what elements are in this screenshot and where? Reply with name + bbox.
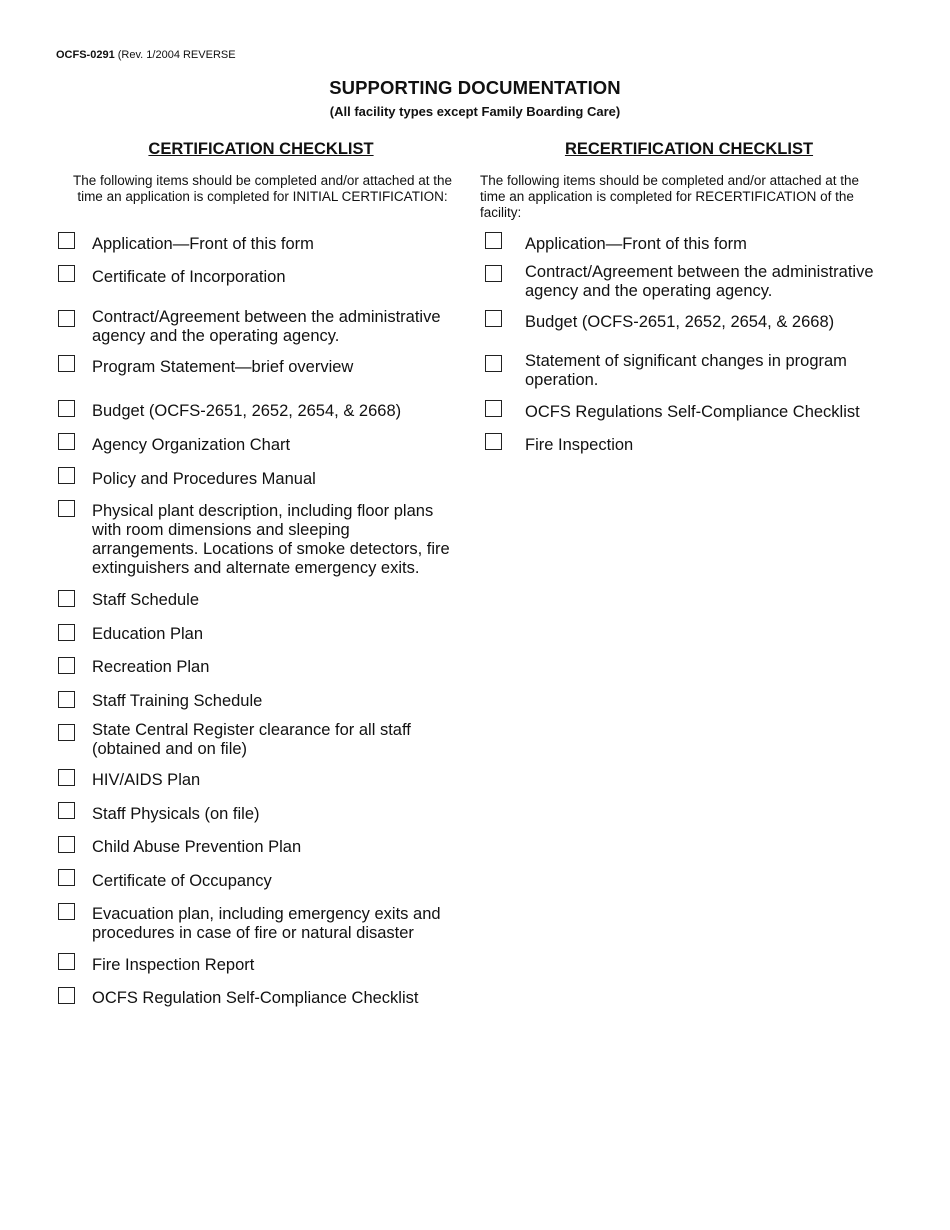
form-code: OCFS-0291 (56, 49, 115, 61)
form-revision: (Rev. 1/2004 REVERSE (117, 49, 236, 61)
recertification-item-label (525, 436, 633, 455)
certification-item-label-line: Application—Front of this form (92, 235, 314, 253)
certification-item-label-line: (obtained and on file) (92, 740, 248, 758)
certification-item-label (92, 470, 316, 489)
certification-item-label-line: Budget (OCFS-2651, 2652, 2654, & 2668) (92, 402, 402, 420)
certification-checkbox[interactable] (58, 769, 75, 786)
certification-item-label (92, 625, 203, 644)
certification-checkbox[interactable] (58, 691, 75, 708)
certification-item-label (92, 658, 209, 677)
form-number (56, 49, 236, 61)
certification-item-label-line: agency and the operating agency. (92, 327, 340, 345)
certification-item-label (92, 956, 254, 975)
certification-item-label (92, 235, 314, 254)
certification-checkbox[interactable] (58, 802, 75, 819)
certification-item-label (92, 989, 418, 1008)
certification-item-label-line: Program Statement—brief overview (92, 358, 354, 376)
recertification-item-label (525, 313, 834, 332)
certification-item-label-line: Physical plant description, including floor plans (92, 502, 434, 520)
certification-heading: CERTIFICATION CHECKLIST (148, 140, 374, 158)
certification-item-label-line: Education Plan (92, 625, 203, 643)
certification-item-label (92, 308, 441, 346)
certification-checkbox[interactable] (58, 724, 75, 741)
certification-item-label-line: Evacuation plan, including emergency exits and (92, 905, 441, 923)
certification-checkbox[interactable] (58, 232, 75, 249)
certification-item-label-line: extinguishers and alternate emergency exits. (92, 559, 420, 577)
recertification-item-label (525, 403, 860, 422)
certification-checkbox[interactable] (58, 500, 75, 517)
certification-checkbox[interactable] (58, 869, 75, 886)
certification-item-label-line: Staff Physicals (on file) (92, 805, 260, 823)
certification-checkbox[interactable] (58, 624, 75, 641)
page-subtitle: (All facility types except Family Boarding Care) (329, 104, 621, 119)
certification-item-label (92, 402, 401, 421)
certification-item-label (92, 692, 262, 711)
certification-item-label (92, 502, 450, 578)
certification-item-label-line: Recreation Plan (92, 658, 210, 676)
certification-item-label-line: Staff Training Schedule (92, 692, 263, 710)
certification-item-label (92, 436, 290, 455)
certification-item-label-line: Certificate of Incorporation (92, 268, 286, 286)
certification-item-label-line: Certificate of Occupancy (92, 872, 272, 890)
certification-checkbox[interactable] (58, 657, 75, 674)
certification-checkbox[interactable] (58, 355, 75, 372)
certification-checkbox[interactable] (58, 310, 75, 327)
certification-checkbox[interactable] (58, 265, 75, 282)
certification-item-label-line: Fire Inspection Report (92, 956, 255, 974)
recertification-checkbox[interactable] (485, 355, 502, 372)
recertification-checkbox[interactable] (485, 265, 502, 282)
recertification-checkbox[interactable] (485, 433, 502, 450)
certification-item-label (92, 905, 441, 943)
page-title: SUPPORTING DOCUMENTATION (329, 77, 621, 98)
recertification-intro (480, 173, 900, 221)
certification-item-label (92, 838, 301, 857)
certification-item-label-line: HIV/AIDS Plan (92, 771, 201, 789)
certification-item-label (92, 872, 272, 891)
recertification-intro-line: time an application is completed for RECERTIFICATION of the (480, 189, 854, 204)
recertification-item-label (525, 235, 747, 254)
recertification-item-label (525, 263, 874, 301)
certification-item-label (92, 358, 353, 377)
certification-checkbox[interactable] (58, 400, 75, 417)
certification-intro-line: The following items should be completed and/or attached at the (73, 173, 452, 188)
recertification-item-label-line: Contract/Agreement between the administrative (525, 263, 874, 281)
certification-item-label (92, 591, 199, 610)
certification-item-label-line: procedures in case of fire or natural disaster (92, 924, 414, 942)
certification-item-label (92, 805, 260, 824)
certification-checkbox[interactable] (58, 836, 75, 853)
certification-item-label-line: Contract/Agreement between the administrative (92, 308, 441, 326)
certification-item-label-line: arrangements. Locations of smoke detectors, fire (92, 540, 450, 558)
recertification-checkbox[interactable] (485, 232, 502, 249)
certification-item-label (92, 268, 286, 287)
recertification-item-label-line: agency and the operating agency. (525, 282, 773, 300)
recertification-item-label-line: Statement of significant changes in program (525, 352, 847, 370)
certification-checkbox[interactable] (58, 953, 75, 970)
certification-item-label-line: Staff Schedule (92, 591, 200, 609)
recertification-item-label-line: OCFS Regulations Self-Compliance Checklist (525, 403, 860, 421)
recertification-intro-line: The following items should be completed and/or attached at the (480, 173, 859, 188)
recertification-item-label (525, 352, 847, 390)
recertification-checkbox[interactable] (485, 400, 502, 417)
certification-item-label-line: Agency Organization Chart (92, 436, 291, 454)
certification-item-label (92, 771, 200, 790)
certification-item-label-line: with room dimensions and sleeping (92, 521, 350, 539)
certification-checkbox[interactable] (58, 590, 75, 607)
recertification-checkbox[interactable] (485, 310, 502, 327)
recertification-item-label-line: Budget (OCFS-2651, 2652, 2654, & 2668) (525, 313, 835, 331)
recertification-item-label-line: operation. (525, 371, 599, 389)
certification-checkbox[interactable] (58, 987, 75, 1004)
certification-checkbox[interactable] (58, 903, 75, 920)
recertification-item-label-line: Application—Front of this form (525, 235, 747, 253)
certification-checkbox[interactable] (58, 467, 75, 484)
certification-item-label (92, 721, 411, 759)
recertification-heading: RECERTIFICATION CHECKLIST (564, 140, 814, 158)
certification-intro-line: time an application is completed for INITIAL CERTIFICATION: (77, 189, 448, 204)
certification-item-label-line: Policy and Procedures Manual (92, 470, 316, 488)
recertification-intro-line: facility: (480, 205, 522, 220)
certification-item-label-line: State Central Register clearance for all staff (92, 721, 411, 739)
certification-intro (60, 173, 465, 205)
recertification-item-label-line: Fire Inspection (525, 436, 634, 454)
certification-item-label-line: OCFS Regulation Self-Compliance Checklist (92, 989, 419, 1007)
certification-checkbox[interactable] (58, 433, 75, 450)
certification-item-label-line: Child Abuse Prevention Plan (92, 838, 302, 856)
